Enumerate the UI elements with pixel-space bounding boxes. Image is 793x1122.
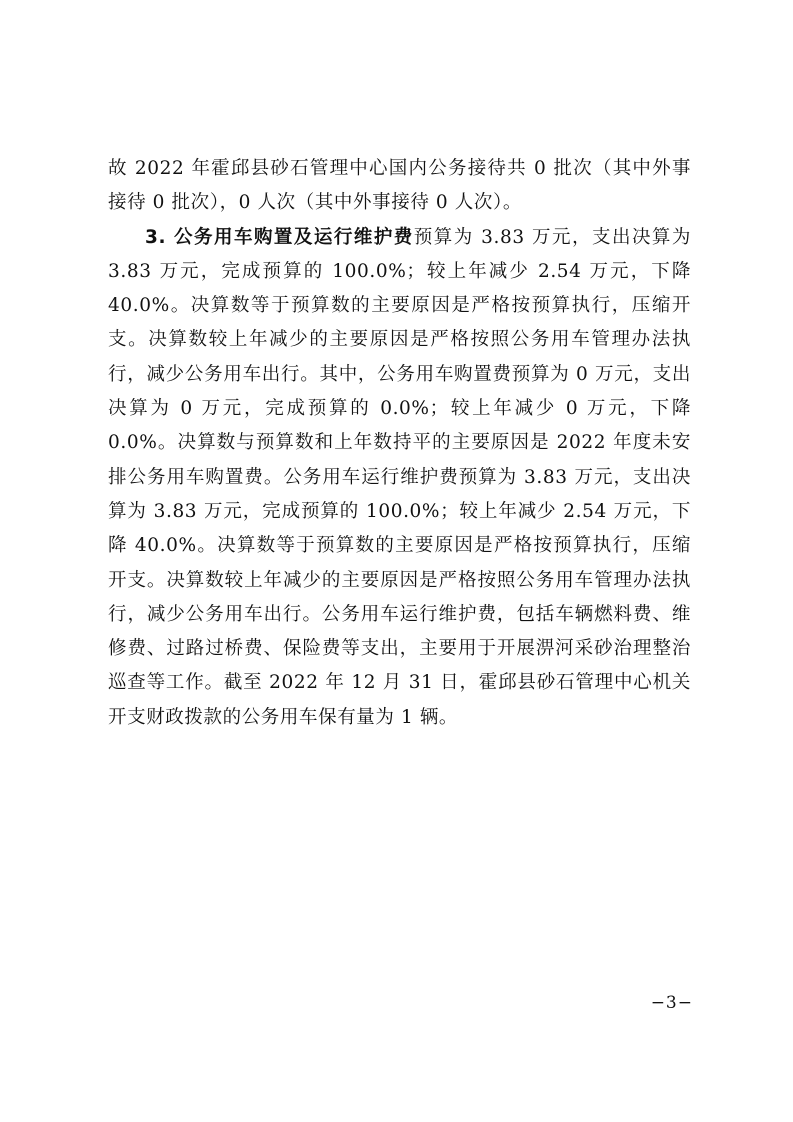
body-text [108,152,691,735]
paragraph-vehicle-expenses [108,221,691,735]
page-number: −3− [650,993,693,1013]
section-heading: 3. 公务用车购置及运行维护费 [145,226,414,248]
paragraph-text: 故 2022 年霍邱县砂石管理中心国内公务接待共 0 批次（其中外事接待 0 批次），0 人次（其中外事接待 0 人次）。 [108,158,691,214]
paragraph-text: 预算为 3.83 万元，支出决算为 3.83 万元，完成预算的 100.0%；较上年减少 2.54 万元，下降 40.0%。决算数等于预算数的主要原因是严格按预算执行，压缩开支。决算数较上年减少的主要原因是严格按照公务用车管理办法执行，减少公务用车出行。其中，公务用车购置费预算为 0 万元，支出决算为 0 万元，完成预算的 0.0%；较上年减少 0 万元，下降 0.0%。决算数与预算数和上年数持平的主要原因是 2022 年度未安排公务用车购置费。公务用车运行维护费预算为 3.83 万元，支出决算为 3.83 万元，完成预算的 100.0%；较上年减少 2.54 万元，下降 40.0%。决算数等于预算数的主要原因是严格按预算执行，压缩开支。决算数较上年减少的主要原因是严格按照公务用车管理办法执行，减少公务用车出行。公务用车运行维护费，包括车辆燃料费、维修费、过路过桥费、保险费等支出，主要用于开展淠河采砂治理整治巡查等工作。截至 2022 年 12 月 31 日，霍邱县砂石管理中心机关开支财政拨款的公务用车保有量为 1 辆。 [108,226,692,728]
paragraph-reception-summary [108,152,691,221]
